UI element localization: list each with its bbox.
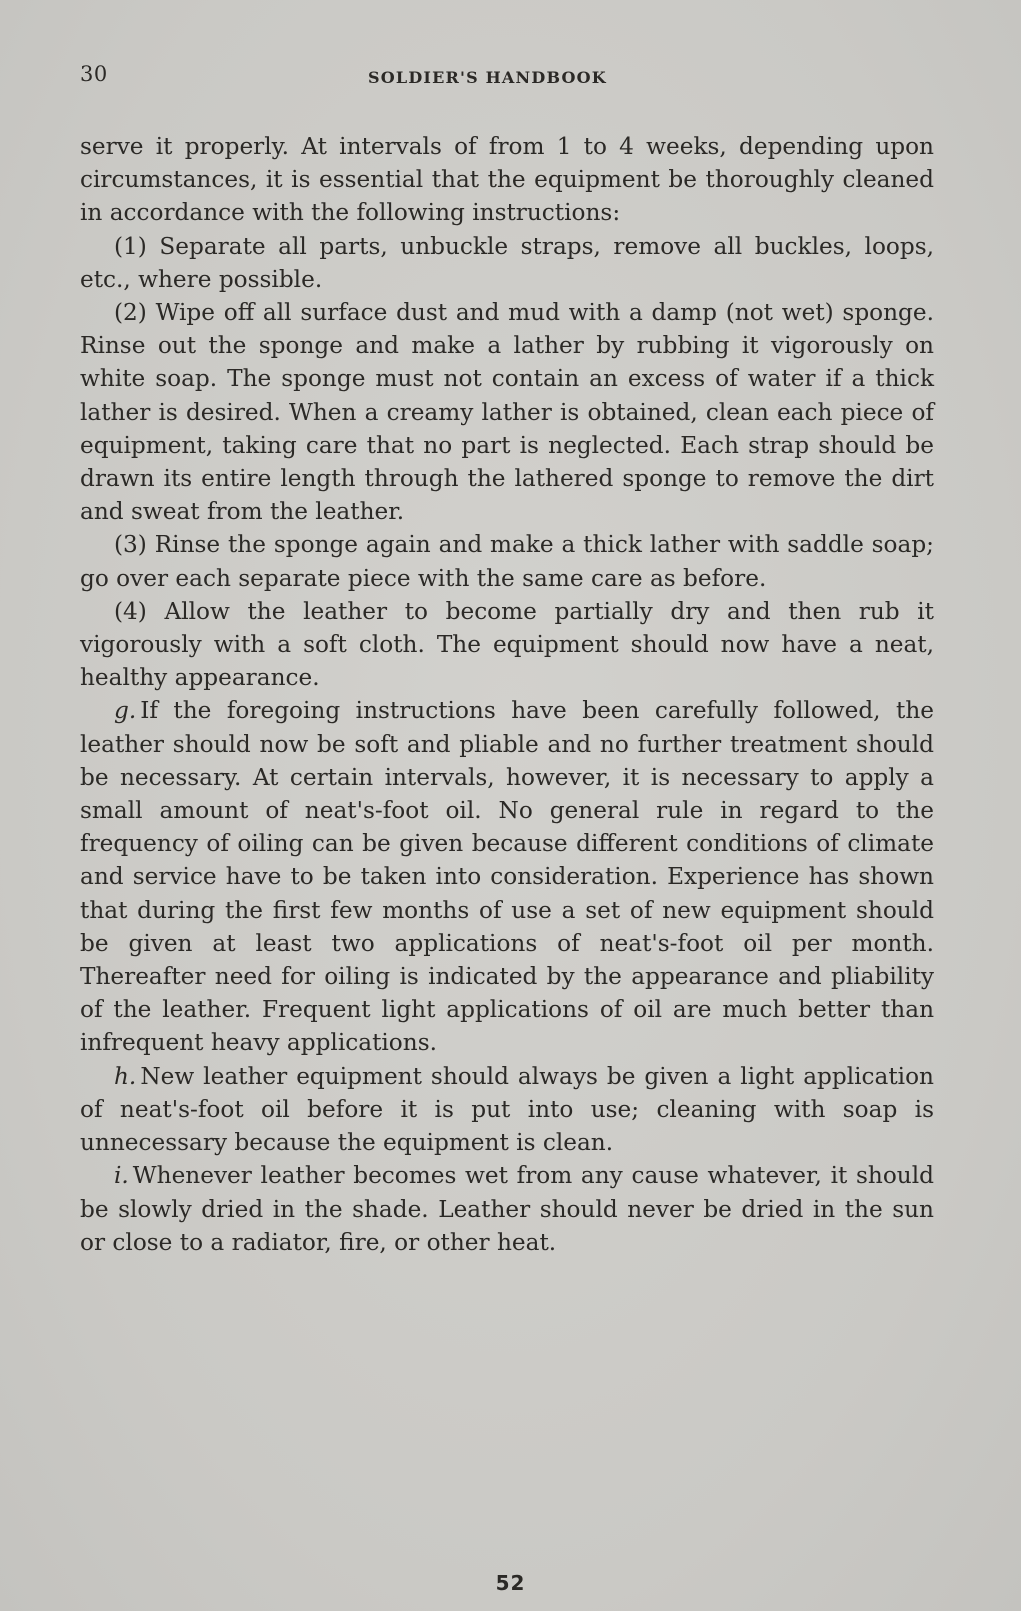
paragraph-text: New leather equipment should always be given a light application of neat's-foot oil before it is put into use; cleaning with soap is unnecessary because the equipment is clean.: [80, 1062, 934, 1157]
paragraph-letter: i.: [114, 1162, 129, 1190]
paragraph: [80, 1159, 934, 1259]
page-header: [80, 62, 940, 96]
paragraph-text: serve it properly. At intervals of from 1 to 4 weeks, depending upon circumstances, it is essential that the equipment be thoroughly cleaned in accordance with the following instructions:: [80, 133, 934, 227]
paragraph: [80, 130, 934, 230]
paragraph: [80, 1060, 934, 1160]
paragraph-text: Whenever leather becomes wet from any cause whatever, it should be slowly dried in the shade. Leather should never be dried in the sun or close to a radiator, fire, or other heat.: [80, 1162, 934, 1256]
paragraph-letter: h.: [114, 1062, 137, 1090]
paragraph: [80, 230, 934, 296]
paragraph: [80, 296, 934, 528]
paragraph-text: (4) Allow the leather to become partially dry and then rub it vigorously with a soft cloth. The equipment should now have a neat, healthy appearance.: [80, 597, 934, 692]
paragraph: [80, 694, 934, 1059]
sheet-number: 52: [495, 1571, 526, 1595]
page-number: 30: [80, 62, 108, 86]
paragraph: [80, 528, 934, 594]
body-text: [80, 130, 934, 1259]
paragraph-text: If the foregoing instructions have been carefully followed, the leather should now be soft and pliable and no further treatment should be necessary. At certain intervals, however, it is necessary to apply a small amount of neat's-foot oil. No general rule in regard to the frequency of oiling can be given because different conditions of climate and service have to be taken into consideration. Experience has shown that during the first few months of use a set of new equipment should be given at least two applications of neat's-foot oil per month. Thereafter need for oiling is indicated by the appearance and pliability of the leather. Frequent light applications of oil are much better than infrequent heavy applications.: [80, 697, 934, 1057]
paragraph-text: (3) Rinse the sponge again and make a thick lather with saddle soap; go over each separate piece with the same care as before.: [80, 531, 934, 592]
running-head: SOLDIER'S HANDBOOK: [368, 68, 607, 87]
paragraph-text: (1) Separate all parts, unbuckle straps, remove all buckles, loops, etc., where possible.: [80, 232, 934, 293]
paragraph: [80, 595, 934, 695]
paragraph-text: (2) Wipe off all surface dust and mud with a damp (not wet) sponge. Rinse out the sponge and make a lather by rubbing it vigorously on white soap. The sponge must not contain an excess of water if a thick lather is desired. When a creamy lather is obtained, clean each piece of equipment, taking care that no part is neglected. Each strap should be drawn its entire length through the lathered sponge to remove the dirt and sweat from the leather.: [80, 299, 934, 526]
paragraph-letter: g.: [114, 697, 137, 725]
